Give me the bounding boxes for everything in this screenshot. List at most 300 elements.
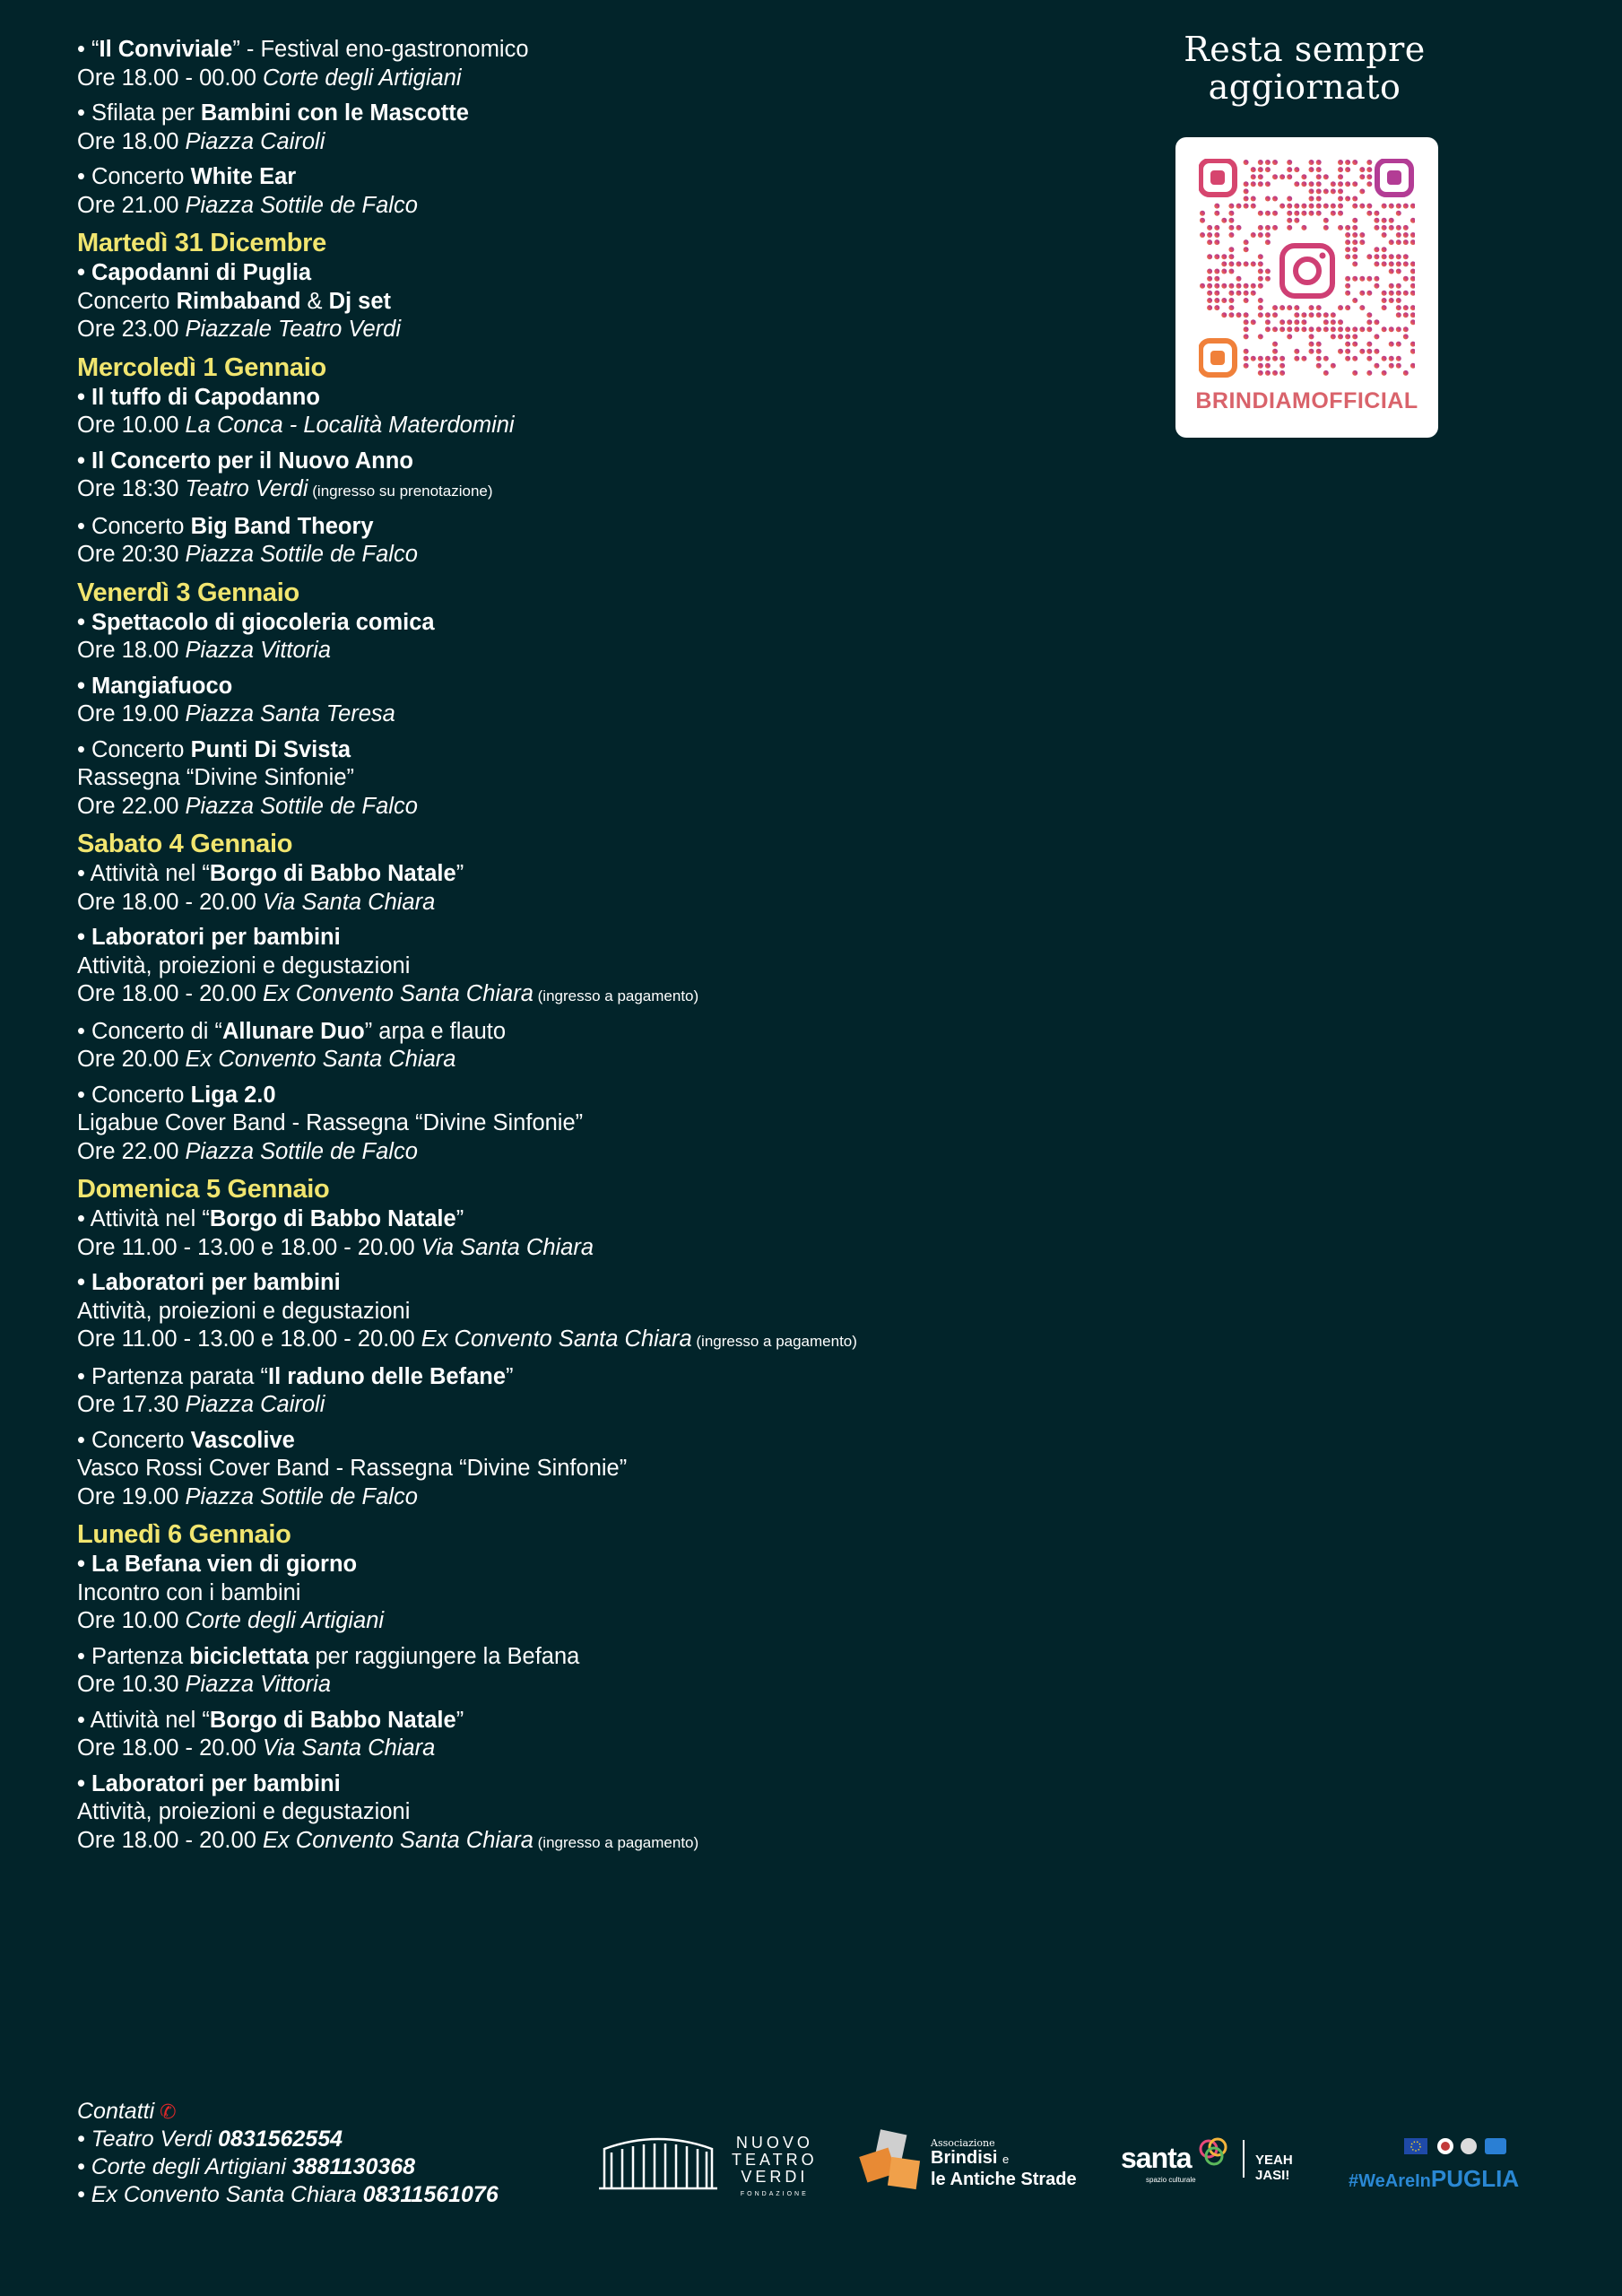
qr-module xyxy=(1207,269,1212,274)
santa-rings-icon xyxy=(1196,2136,1232,2169)
qr-module xyxy=(1228,305,1234,310)
event-text: Ore 22.00 xyxy=(77,1138,186,1164)
event-text: ” - Festival eno-gastronomico xyxy=(232,37,529,62)
qr-module xyxy=(1374,247,1379,252)
qr-module xyxy=(1214,291,1219,296)
qr-module xyxy=(1316,196,1322,202)
qr-module xyxy=(1200,211,1205,216)
day-title: Sabato 4 Gennaio xyxy=(77,830,293,858)
follow-title-line-2: aggiornato xyxy=(1208,67,1401,107)
qr-module xyxy=(1258,211,1263,216)
qr-module xyxy=(1374,254,1379,259)
qr-module xyxy=(1410,291,1415,296)
qr-module xyxy=(1287,167,1292,172)
qr-module xyxy=(1352,254,1357,259)
qr-module xyxy=(1366,370,1372,376)
qr-module xyxy=(1316,181,1322,187)
event-text: • Attività nel “ xyxy=(77,1206,210,1231)
qr-module xyxy=(1359,232,1365,238)
instagram-qr-card[interactable] xyxy=(1175,137,1438,438)
qr-module xyxy=(1316,349,1322,354)
event-item xyxy=(77,163,1108,220)
event-text: Ore 10.00 xyxy=(77,1608,186,1633)
event-line xyxy=(77,1298,1108,1326)
qr-module xyxy=(1396,269,1401,274)
qr-module xyxy=(1287,196,1292,202)
assoc-small-text: Associazione xyxy=(931,2137,995,2149)
qr-module xyxy=(1265,225,1271,230)
qr-code xyxy=(1199,159,1415,379)
qr-module xyxy=(1359,349,1365,354)
qr-module xyxy=(1323,204,1329,209)
qr-module xyxy=(1352,334,1357,339)
teatro-line-3: VERDI xyxy=(741,2168,809,2186)
qr-module xyxy=(1389,225,1394,230)
qr-module xyxy=(1228,211,1234,216)
qr-module xyxy=(1352,160,1357,165)
contact-number[interactable]: 3881130368 xyxy=(291,2154,416,2179)
qr-module xyxy=(1287,174,1292,179)
qr-module xyxy=(1221,312,1227,317)
qr-module xyxy=(1410,239,1415,245)
event-line xyxy=(77,100,1108,128)
qr-module xyxy=(1359,167,1365,172)
qr-module xyxy=(1244,188,1249,194)
qr-module xyxy=(1272,356,1278,361)
event-venue: Piazza Cairoli xyxy=(185,1392,325,1417)
qr-module xyxy=(1265,196,1271,202)
qr-module xyxy=(1316,356,1322,361)
qr-module xyxy=(1200,283,1205,289)
event-line xyxy=(77,65,1108,93)
qr-module xyxy=(1359,326,1365,332)
qr-module xyxy=(1389,204,1394,209)
qr-module xyxy=(1366,342,1372,347)
contacts-section xyxy=(77,2098,499,2209)
qr-module xyxy=(1338,204,1343,209)
qr-module xyxy=(1345,247,1350,252)
qr-module xyxy=(1403,326,1409,332)
event-line xyxy=(77,1109,1108,1138)
qr-module xyxy=(1309,326,1314,332)
qr-module xyxy=(1258,225,1263,230)
event-line xyxy=(77,637,1108,665)
event-text: Ore 18.00 - 20.00 xyxy=(77,981,263,1006)
qr-module xyxy=(1251,291,1256,296)
event-text: Ore 19.00 xyxy=(77,1483,186,1509)
event-text: Incontro con i bambini xyxy=(77,1579,301,1605)
qr-module xyxy=(1323,174,1329,179)
qr-module xyxy=(1366,254,1372,259)
qr-module xyxy=(1316,167,1322,172)
qr-module xyxy=(1389,239,1394,245)
event-line xyxy=(77,673,1108,701)
qr-module xyxy=(1258,305,1263,310)
qr-module xyxy=(1323,326,1329,332)
event-text: Attività, proiezioni e degustazioni xyxy=(77,952,411,978)
instagram-icon xyxy=(1278,241,1337,300)
qr-module xyxy=(1272,196,1278,202)
qr-module xyxy=(1244,349,1249,354)
qr-module xyxy=(1236,204,1242,209)
qr-module xyxy=(1352,225,1357,230)
qr-module xyxy=(1382,356,1387,361)
qr-module xyxy=(1366,181,1372,187)
event-line xyxy=(77,700,1108,729)
event-highlight: • Capodanni di Puglia xyxy=(77,260,312,285)
qr-module xyxy=(1265,326,1271,332)
qr-module xyxy=(1258,276,1263,282)
qr-module xyxy=(1207,254,1212,259)
qr-module xyxy=(1244,319,1249,325)
qr-module xyxy=(1410,363,1415,369)
qr-module xyxy=(1366,356,1372,361)
qr-module xyxy=(1309,160,1314,165)
qr-module xyxy=(1323,370,1329,376)
qr-module xyxy=(1272,305,1278,310)
qr-module xyxy=(1352,247,1357,252)
qr-module xyxy=(1352,298,1357,303)
qr-module xyxy=(1309,188,1314,194)
qr-module xyxy=(1265,356,1271,361)
event-line xyxy=(77,1455,1108,1483)
qr-module xyxy=(1301,174,1306,179)
qr-module xyxy=(1294,356,1299,361)
event-item xyxy=(77,673,1108,729)
event-highlight: Il Conviviale xyxy=(99,37,233,62)
qr-module xyxy=(1352,356,1357,361)
event-item xyxy=(77,1551,1108,1636)
qr-module xyxy=(1338,349,1343,354)
qr-module xyxy=(1331,363,1336,369)
qr-module xyxy=(1352,232,1357,238)
event-item xyxy=(77,100,1108,156)
event-highlight: Allunare Duo xyxy=(222,1018,365,1044)
qr-module xyxy=(1265,232,1271,238)
qr-module xyxy=(1228,298,1234,303)
qr-module xyxy=(1214,239,1219,245)
event-item xyxy=(77,1082,1108,1167)
event-item xyxy=(77,1427,1108,1512)
qr-module xyxy=(1236,312,1242,317)
teatro-subtitle: FONDAZIONE xyxy=(740,2191,809,2197)
qr-module xyxy=(1359,291,1365,296)
qr-module xyxy=(1352,276,1357,282)
qr-module xyxy=(1287,305,1292,310)
qr-module xyxy=(1345,160,1350,165)
event-line xyxy=(77,1798,1108,1827)
qr-module xyxy=(1258,232,1263,238)
event-venue: Via Santa Chiara xyxy=(262,1735,436,1761)
qr-module xyxy=(1244,334,1249,339)
event-note: (ingresso su prenotazione) xyxy=(308,483,493,500)
qr-module xyxy=(1359,305,1365,310)
qr-module xyxy=(1214,204,1219,209)
event-line xyxy=(77,448,1108,476)
assoc-mark-icon xyxy=(859,2128,924,2195)
contact-item xyxy=(77,2153,499,2181)
event-highlight: Bambini con le Mascotte xyxy=(200,100,469,126)
qr-module xyxy=(1207,305,1212,310)
qr-module xyxy=(1214,232,1219,238)
qr-module xyxy=(1301,326,1306,332)
qr-module xyxy=(1410,269,1415,274)
day-section xyxy=(77,577,1108,822)
event-text: Ore 18.00 xyxy=(77,128,186,154)
qr-module xyxy=(1366,204,1372,209)
qr-module xyxy=(1228,225,1234,230)
qr-module xyxy=(1359,239,1365,245)
qr-module xyxy=(1403,370,1409,376)
event-line xyxy=(77,1138,1108,1167)
event-line xyxy=(77,764,1108,793)
event-text: • Sfilata per xyxy=(77,100,201,126)
qr-module xyxy=(1272,342,1278,347)
qr-module xyxy=(1345,232,1350,238)
event-venue: Corte degli Artigiani xyxy=(262,65,462,91)
qr-module xyxy=(1228,218,1234,223)
qr-module xyxy=(1200,218,1205,223)
qr-module xyxy=(1279,356,1285,361)
qr-module xyxy=(1374,276,1379,282)
qr-finder-top-right xyxy=(1377,161,1411,195)
event-text: • “ xyxy=(77,37,100,62)
event-text: • Concerto xyxy=(77,164,191,189)
qr-module xyxy=(1221,269,1227,274)
qr-module xyxy=(1316,160,1322,165)
teatro-line-1: NUOVO xyxy=(735,2134,813,2152)
qr-module xyxy=(1331,211,1336,216)
qr-module xyxy=(1316,326,1322,332)
event-highlight: Rimbaband xyxy=(176,288,301,314)
event-text: Concerto xyxy=(77,288,177,314)
event-item xyxy=(77,1770,1108,1857)
event-text: Attività, proiezioni e degustazioni xyxy=(77,1298,411,1324)
qr-module xyxy=(1214,211,1219,216)
qr-module xyxy=(1410,349,1415,354)
contact-number[interactable]: 0831562554 xyxy=(217,2126,343,2152)
event-text: Ore 20.00 xyxy=(77,1047,186,1072)
qr-module xyxy=(1207,283,1212,289)
qr-module xyxy=(1236,225,1242,230)
event-item xyxy=(77,609,1108,665)
event-highlight: • Laboratori per bambini xyxy=(77,1770,341,1796)
qr-module xyxy=(1316,305,1322,310)
qr-module xyxy=(1338,211,1343,216)
qr-module xyxy=(1345,356,1350,361)
qr-module xyxy=(1214,225,1219,230)
event-venue: Ex Convento Santa Chiara xyxy=(262,1827,533,1853)
qr-module xyxy=(1251,356,1256,361)
qr-module xyxy=(1221,283,1227,289)
event-venue: Ex Convento Santa Chiara xyxy=(185,1047,456,1072)
qr-module xyxy=(1244,247,1249,252)
qr-module xyxy=(1251,174,1256,179)
qr-module xyxy=(1331,204,1336,209)
qr-module xyxy=(1207,232,1212,238)
qr-module xyxy=(1258,283,1263,289)
event-item xyxy=(77,259,1108,344)
event-line xyxy=(77,1707,1108,1735)
event-venue: Teatro Verdi xyxy=(185,476,308,501)
qr-module xyxy=(1316,174,1322,179)
qr-module xyxy=(1382,254,1387,259)
qr-module xyxy=(1244,283,1249,289)
qr-module xyxy=(1309,181,1314,187)
qr-module xyxy=(1287,225,1292,230)
qr-module xyxy=(1301,319,1306,325)
qr-module xyxy=(1345,305,1350,310)
event-highlight: • Laboratori per bambini xyxy=(77,1270,341,1295)
event-item xyxy=(77,736,1108,822)
event-text: Ore 18.00 - 20.00 xyxy=(77,1827,263,1853)
event-line xyxy=(77,1046,1108,1074)
event-highlight: White Ear xyxy=(190,164,297,189)
event-line xyxy=(77,1827,1108,1857)
qr-module xyxy=(1359,188,1365,194)
day-title: Lunedì 6 Gennaio xyxy=(77,1520,291,1549)
qr-module xyxy=(1374,283,1379,289)
qr-module xyxy=(1244,196,1249,202)
nuovo-teatro-verdi-logo xyxy=(595,2127,820,2199)
qr-module xyxy=(1331,188,1336,194)
event-note: (ingresso a pagamento) xyxy=(691,1333,857,1350)
event-schedule xyxy=(77,36,1108,1864)
event-line xyxy=(77,793,1108,822)
event-text: • Attività nel “ xyxy=(77,1707,210,1733)
qr-module xyxy=(1272,349,1278,354)
event-line xyxy=(77,541,1108,570)
qr-module xyxy=(1396,305,1401,310)
event-line xyxy=(77,1607,1108,1636)
event-line xyxy=(77,1551,1108,1579)
qr-module xyxy=(1309,196,1314,202)
qr-module xyxy=(1366,174,1372,179)
associazione-brindisi-logo xyxy=(859,2128,1092,2200)
event-text: Ore 11.00 - 13.00 e 18.00 - 20.00 xyxy=(77,1234,421,1260)
qr-module xyxy=(1374,225,1379,230)
qr-module xyxy=(1221,254,1227,259)
event-venue: La Conca - Località Materdomini xyxy=(185,413,515,438)
qr-module xyxy=(1294,204,1299,209)
qr-module xyxy=(1258,160,1263,165)
qr-module xyxy=(1338,326,1343,332)
qr-module xyxy=(1396,363,1401,369)
event-line xyxy=(77,860,1108,889)
qr-module xyxy=(1251,261,1256,266)
qr-module xyxy=(1236,276,1242,282)
qr-module xyxy=(1258,356,1263,361)
event-highlight: Il raduno delle Befane xyxy=(268,1363,507,1389)
qr-module xyxy=(1374,334,1379,339)
qr-module xyxy=(1316,312,1322,317)
event-highlight: Liga 2.0 xyxy=(190,1082,276,1108)
day-section xyxy=(77,1173,1108,1511)
qr-module xyxy=(1258,312,1263,317)
qr-module xyxy=(1301,225,1306,230)
qr-module xyxy=(1389,363,1394,369)
qr-module xyxy=(1258,370,1263,376)
event-text: ” xyxy=(506,1363,514,1389)
event-text: Ore 19.00 xyxy=(77,701,186,726)
event-line xyxy=(77,1483,1108,1512)
qr-module xyxy=(1309,342,1314,347)
qr-module xyxy=(1294,181,1299,187)
event-line xyxy=(77,1735,1108,1763)
event-item xyxy=(77,1363,1108,1420)
event-line xyxy=(77,1770,1108,1799)
qr-module xyxy=(1294,319,1299,325)
qr-module xyxy=(1265,312,1271,317)
qr-module xyxy=(1396,232,1401,238)
qr-module xyxy=(1228,291,1234,296)
qr-module xyxy=(1244,239,1249,245)
event-venue: Ex Convento Santa Chiara xyxy=(421,1326,692,1352)
qr-module xyxy=(1331,334,1336,339)
qr-module xyxy=(1352,370,1357,376)
qr-module xyxy=(1279,326,1285,332)
qr-module xyxy=(1279,174,1285,179)
qr-module xyxy=(1265,370,1271,376)
event-item xyxy=(77,924,1108,1011)
qr-module xyxy=(1265,160,1271,165)
qr-module xyxy=(1403,305,1409,310)
qr-module xyxy=(1287,326,1292,332)
qr-module xyxy=(1294,218,1299,223)
qr-module xyxy=(1403,312,1409,317)
qr-module xyxy=(1403,276,1409,282)
event-item xyxy=(77,1018,1108,1074)
event-highlight: Big Band Theory xyxy=(190,513,374,539)
qr-module xyxy=(1403,232,1409,238)
day-title: Venerdì 3 Gennaio xyxy=(77,578,299,607)
qr-module xyxy=(1309,334,1314,339)
event-venue: Piazza Vittoria xyxy=(185,1672,332,1697)
qr-module xyxy=(1279,305,1285,310)
qr-module xyxy=(1251,181,1256,187)
qr-module xyxy=(1345,326,1350,332)
qr-module xyxy=(1389,342,1394,347)
assoc-wordmark xyxy=(931,2148,1077,2189)
qr-module xyxy=(1272,211,1278,216)
qr-module xyxy=(1410,283,1415,289)
event-item xyxy=(77,1643,1108,1700)
event-line xyxy=(77,1579,1108,1608)
qr-module xyxy=(1403,261,1409,266)
qr-module xyxy=(1338,167,1343,172)
event-venue: Piazza Santa Teresa xyxy=(185,701,395,726)
qr-module xyxy=(1374,363,1379,369)
qr-module xyxy=(1251,232,1256,238)
qr-module xyxy=(1309,211,1314,216)
qr-module xyxy=(1279,363,1285,369)
qr-module xyxy=(1265,363,1271,369)
qr-module xyxy=(1228,204,1234,209)
qr-module xyxy=(1309,349,1314,354)
qr-module xyxy=(1374,349,1379,354)
qr-module xyxy=(1221,218,1227,223)
qr-module xyxy=(1258,298,1263,303)
qr-module xyxy=(1345,334,1350,339)
qr-module xyxy=(1403,291,1409,296)
qr-module xyxy=(1410,232,1415,238)
instagram-handle: BRINDIAMOFFICIAL xyxy=(1195,388,1418,413)
contact-number[interactable]: 08311561076 xyxy=(362,2182,499,2207)
qr-module xyxy=(1228,254,1234,259)
qr-module xyxy=(1366,167,1372,172)
event-line xyxy=(77,163,1108,192)
event-line xyxy=(77,1082,1108,1110)
